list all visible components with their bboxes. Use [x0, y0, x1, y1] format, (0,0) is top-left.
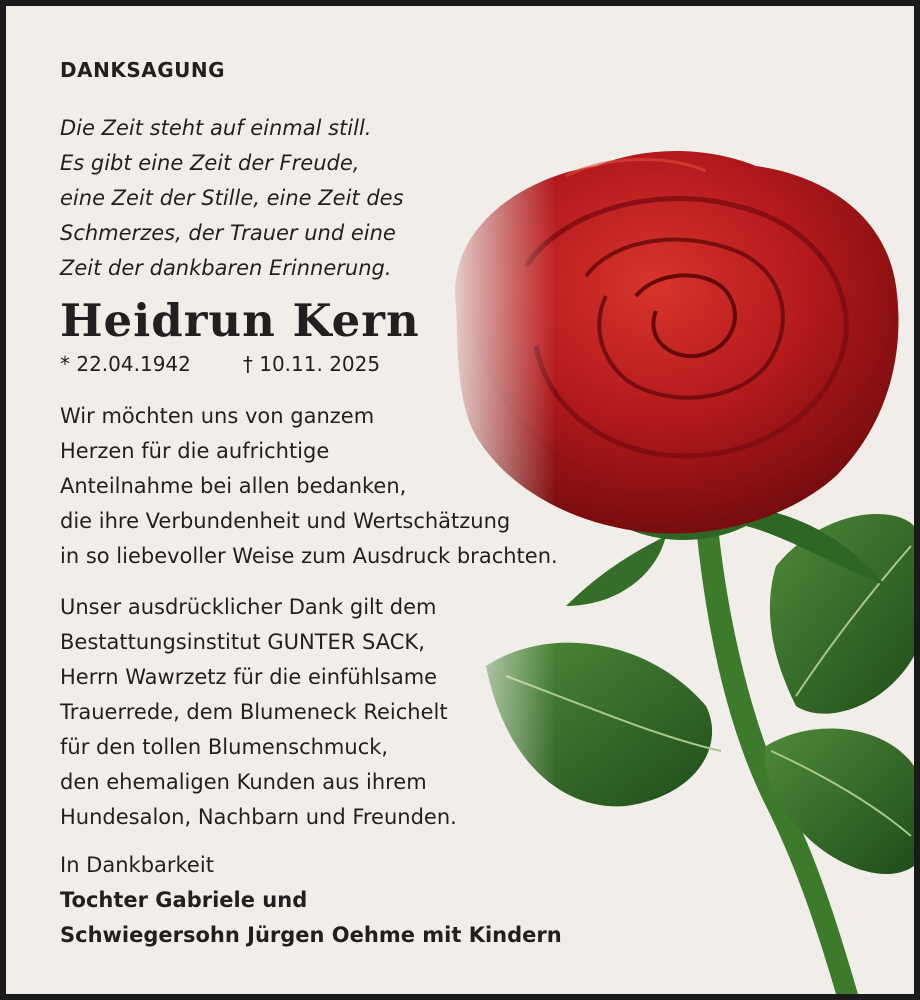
obituary-card	[6, 6, 914, 994]
closing-line: In Dankbarkeit	[60, 853, 214, 877]
paragraph-line: Wir möchten uns von ganzem	[60, 404, 375, 428]
closing-signature	[60, 848, 562, 953]
paragraph-line: Trauerrede, dem Blumeneck Reichelt	[60, 700, 448, 724]
deceased-name: Heidrun Kern	[60, 294, 420, 347]
heading-danksagung: DANKSAGUNG	[60, 58, 226, 82]
paragraph-line: in so liebevoller Weise zum Ausdruck brachten.	[60, 544, 558, 568]
life-dates	[60, 352, 380, 376]
paragraph-line: für den tollen Blumenschmuck,	[60, 735, 389, 759]
leaf-right-upper	[770, 514, 914, 714]
paragraph-line: Anteilnahme bei allen bedanken,	[60, 474, 407, 498]
signatory-line: Tochter Gabriele und	[60, 888, 308, 912]
signatory-line: Schwiegersohn Jürgen Oehme mit Kindern	[60, 923, 562, 947]
paragraph-line: die ihre Verbundenheit und Wertschätzung	[60, 509, 511, 533]
death-date: † 10.11. 2025	[242, 352, 381, 376]
leaf-small	[566, 536, 666, 606]
poem-line: Die Zeit steht auf einmal still.	[60, 116, 372, 140]
paragraph-line: Herrn Wawrzetz für die einfühlsame	[60, 665, 438, 689]
thanks-paragraph-2	[60, 590, 457, 835]
poem-line: Schmerzes, der Trauer und eine	[60, 221, 396, 245]
paragraph-line: Herzen für die aufrichtige	[60, 439, 330, 463]
poem-line: Zeit der dankbaren Erinnerung.	[60, 256, 392, 280]
poem-line: eine Zeit der Stille, eine Zeit des	[60, 186, 404, 210]
poem-line: Es gibt eine Zeit der Freude,	[60, 151, 360, 175]
paragraph-line: Hundesalon, Nachbarn und Freunden.	[60, 805, 457, 829]
birth-date: * 22.04.1942	[60, 352, 191, 376]
poem	[60, 111, 404, 286]
paragraph-line: Bestattungsinstitut GUNTER SACK,	[60, 630, 425, 654]
paragraph-line: Unser ausdrücklicher Dank gilt dem	[60, 595, 437, 619]
thanks-paragraph-1	[60, 399, 558, 574]
paragraph-line: den ehemaligen Kunden aus ihrem	[60, 770, 427, 794]
